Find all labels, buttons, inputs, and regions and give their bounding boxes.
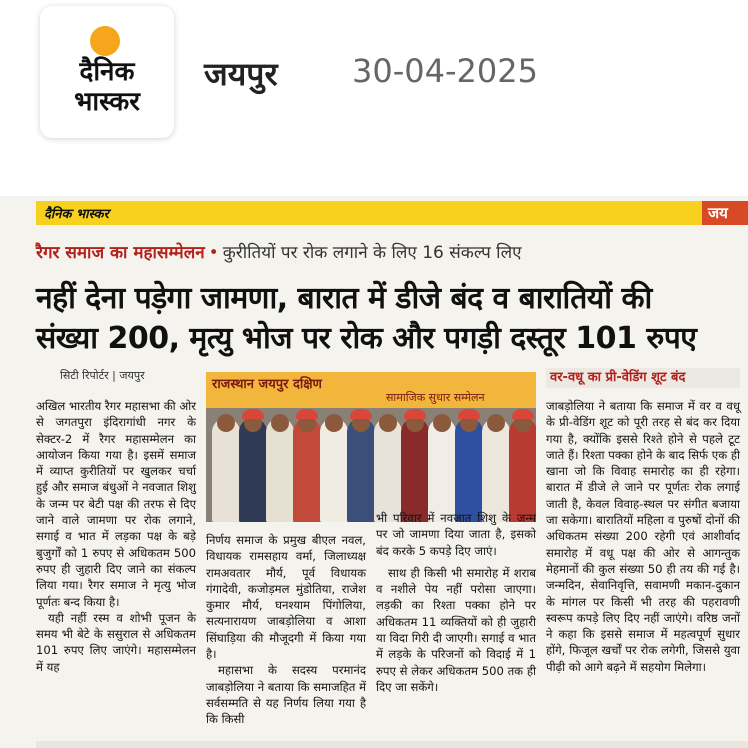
person-head bbox=[271, 414, 289, 432]
person-figure bbox=[428, 418, 456, 522]
person-figure bbox=[212, 418, 240, 522]
clipping-bottom-edge bbox=[36, 741, 748, 748]
article-column-4 bbox=[546, 398, 740, 675]
logo-line-1: दैनिक bbox=[79, 57, 135, 87]
person-figure bbox=[509, 418, 536, 522]
dainik-bhaskar-logo[interactable] bbox=[40, 6, 174, 138]
app-header bbox=[0, 0, 748, 196]
kicker-bullet: • bbox=[208, 243, 219, 263]
person-head bbox=[487, 414, 505, 432]
col3-para-2: साथ ही किसी भी समारोह में शराब व नशीले पेय नहीं परोसा जाएगा। लड़की का रिश्ता पक्का होने पर अधिकतम 11 व्यक्तियों को ही जुहारी या विदा गिरी दी जाएगी। सगाई व भात में लड़के के परिजनों को विदाई में 1 रुपए से लेकर अधिकतम 500 तक ही दिए जा सकेंगे। bbox=[376, 565, 536, 694]
strip-edge-label: जय bbox=[702, 201, 748, 225]
strip-brand: दैनिक भास्कर bbox=[44, 207, 109, 222]
person-head bbox=[325, 414, 343, 432]
byline: सिटी रिपोर्टर | जयपुर bbox=[60, 369, 145, 382]
newspaper-clipping[interactable] bbox=[0, 196, 748, 748]
sun-icon bbox=[90, 26, 120, 56]
article-column-3 bbox=[376, 510, 536, 695]
photo-banner-subtitle: सामाजिक सुधार सम्मेलन bbox=[386, 391, 485, 404]
person-figure bbox=[320, 418, 348, 522]
kicker-sub: कुरीतियों पर रोक लगाने के लिए 16 संकल्प लिए bbox=[222, 243, 522, 263]
col2-para-2: महासभा के सदस्य परमानंद जाबड़ोलिया ने बताया कि समाजहित में सर्वसम्मति से यह निर्णय लिया गया है कि किसी bbox=[206, 663, 366, 727]
edition-city: जयपुर bbox=[204, 55, 278, 93]
person-figure bbox=[239, 418, 267, 522]
col1-para-1: अखिल भारतीय रैगर महासभा की ओर से जगतपुरा इंदिरागांधी नगर के सेक्टर-2 में रैगर महासम्मेलन का आयोजन किया गया है। इसमें समाज में व्याप्त कुरीतियों पर खुलकर चर्चा हुई और समाज बंधुओं ने नवजात शिशु के जन्म पर बेटी पक्ष की तरफ से दिए जाने वाले जामणा पर रोक लगाने, सगाई व भात में लड़का पक्ष के बड़े बुजुर्गों को 1 रुपए से अधिकतम 500 रुपए ही जुहारी दिए जाने का संकल्प लिया गया। रैगर समाज ने मृत्यु भोज पूर्णतः बन्द किया है। bbox=[36, 399, 196, 609]
person-figure bbox=[347, 418, 375, 522]
right-subhead: वर-वधू का प्री-वेडिंग शूट बंद bbox=[546, 368, 740, 388]
col2-para-1: निर्णय समाज के प्रमुख बीएल नवल, विधायक रामसहाय वर्मा, जिलाध्यक्ष रामअवतार मौर्य, पूर्व विधायक गंगादेवी, कजोड़मल मुंडोतिया, राजेश कुमार मौर्य, घनश्याम पिंगोलिया, सत्यनारायण जाबड़ोलिया व आशा सिंघाड़िया की मौजूदगी में किया गया है। bbox=[206, 533, 366, 662]
person-head bbox=[379, 414, 397, 432]
turban bbox=[296, 409, 318, 419]
edition-date: 30-04-2025 bbox=[352, 52, 538, 90]
col3-para-1: भी परिवार में नवजात शिशु के जन्म पर जो जामणा दिया जाता है, इसको बंद करके 5 कपड़े दिए जाएं। bbox=[376, 511, 536, 558]
person-figure bbox=[401, 418, 429, 522]
col4-para-1: जाबड़ोलिया ने बताया कि समाज में वर व वधू के प्री-वेडिंग शूट को पूरी तरह से बंद कर दिया गया है, क्योंकि इससे रिश्ते होने से पहले टूट जाते हैं। रिश्ता पक्का होने के बाद सिर्फ एक ही खाना जो कि विवाह समारोह का ही रहेगा। बारात में डीजे ले जाने पर पूर्णतः रोक लगाई जाती है, केवल विवाह-स्थल पर संगीत बजाया जा सकेगा। बारातियों महिला व पुरुषों दोनों की अधिकतम संख्या 200 रहेगी एवं आशीर्वाद समारोह में वधू पक्ष की ओर से आगन्तुक मेहमानों की कुल संख्या 50 ही तय की गई है। जन्मदिन, सेवानिवृत्ति, सवामणी मकान-दुकान के मांगल पर किसी भी तरह की पहरावणी स्वरूप कपड़े लिए दिए नहीं जाएंगे। वरिष्ठ जनों ने कहा कि इससे समाज में महत्वपूर्ण सुधार होंगे, फिजूल खर्चों पर रोक लगेगी, जिससे युवा पीढ़ी को आगे बढ़ने में सहयोग मिलेगा। bbox=[546, 399, 740, 674]
turban bbox=[458, 409, 480, 419]
event-photo bbox=[206, 372, 536, 522]
logo-line-2: भास्कर bbox=[74, 87, 140, 117]
photo-banner-title: राजस्थान जयपुर दक्षिण bbox=[212, 377, 322, 392]
turban bbox=[404, 409, 426, 419]
headline-line-2: संख्या 200, मृत्यु भोज पर रोक और पगड़ी दस्तूर 101 रुपए bbox=[36, 321, 697, 356]
headline-line-1: नहीं देना पड़ेगा जामणा, बारात में डीजे बंद व बारातियों की bbox=[36, 281, 652, 316]
photo-banner bbox=[206, 372, 536, 408]
turban bbox=[512, 409, 534, 419]
person-figure bbox=[266, 418, 294, 522]
person-figure bbox=[482, 418, 510, 522]
article-column-2 bbox=[206, 532, 366, 728]
person-head bbox=[217, 414, 235, 432]
masthead-strip bbox=[36, 201, 748, 225]
article-column-1 bbox=[36, 398, 196, 675]
person-figure bbox=[455, 418, 483, 522]
person-figure bbox=[293, 418, 321, 522]
turban bbox=[350, 409, 372, 419]
person-figure bbox=[374, 418, 402, 522]
kicker-main: रैगर समाज का महासम्मेलन bbox=[36, 243, 205, 263]
turban bbox=[242, 409, 264, 419]
kicker bbox=[36, 240, 522, 263]
col1-para-2: यही नहीं रस्म व शोभी पूजन के समय भी बेटे के ससुराल से अधिकतम 101 रुपए लिए जाएंगे। महासम्मेलन में यह bbox=[36, 610, 196, 674]
person-head bbox=[433, 414, 451, 432]
